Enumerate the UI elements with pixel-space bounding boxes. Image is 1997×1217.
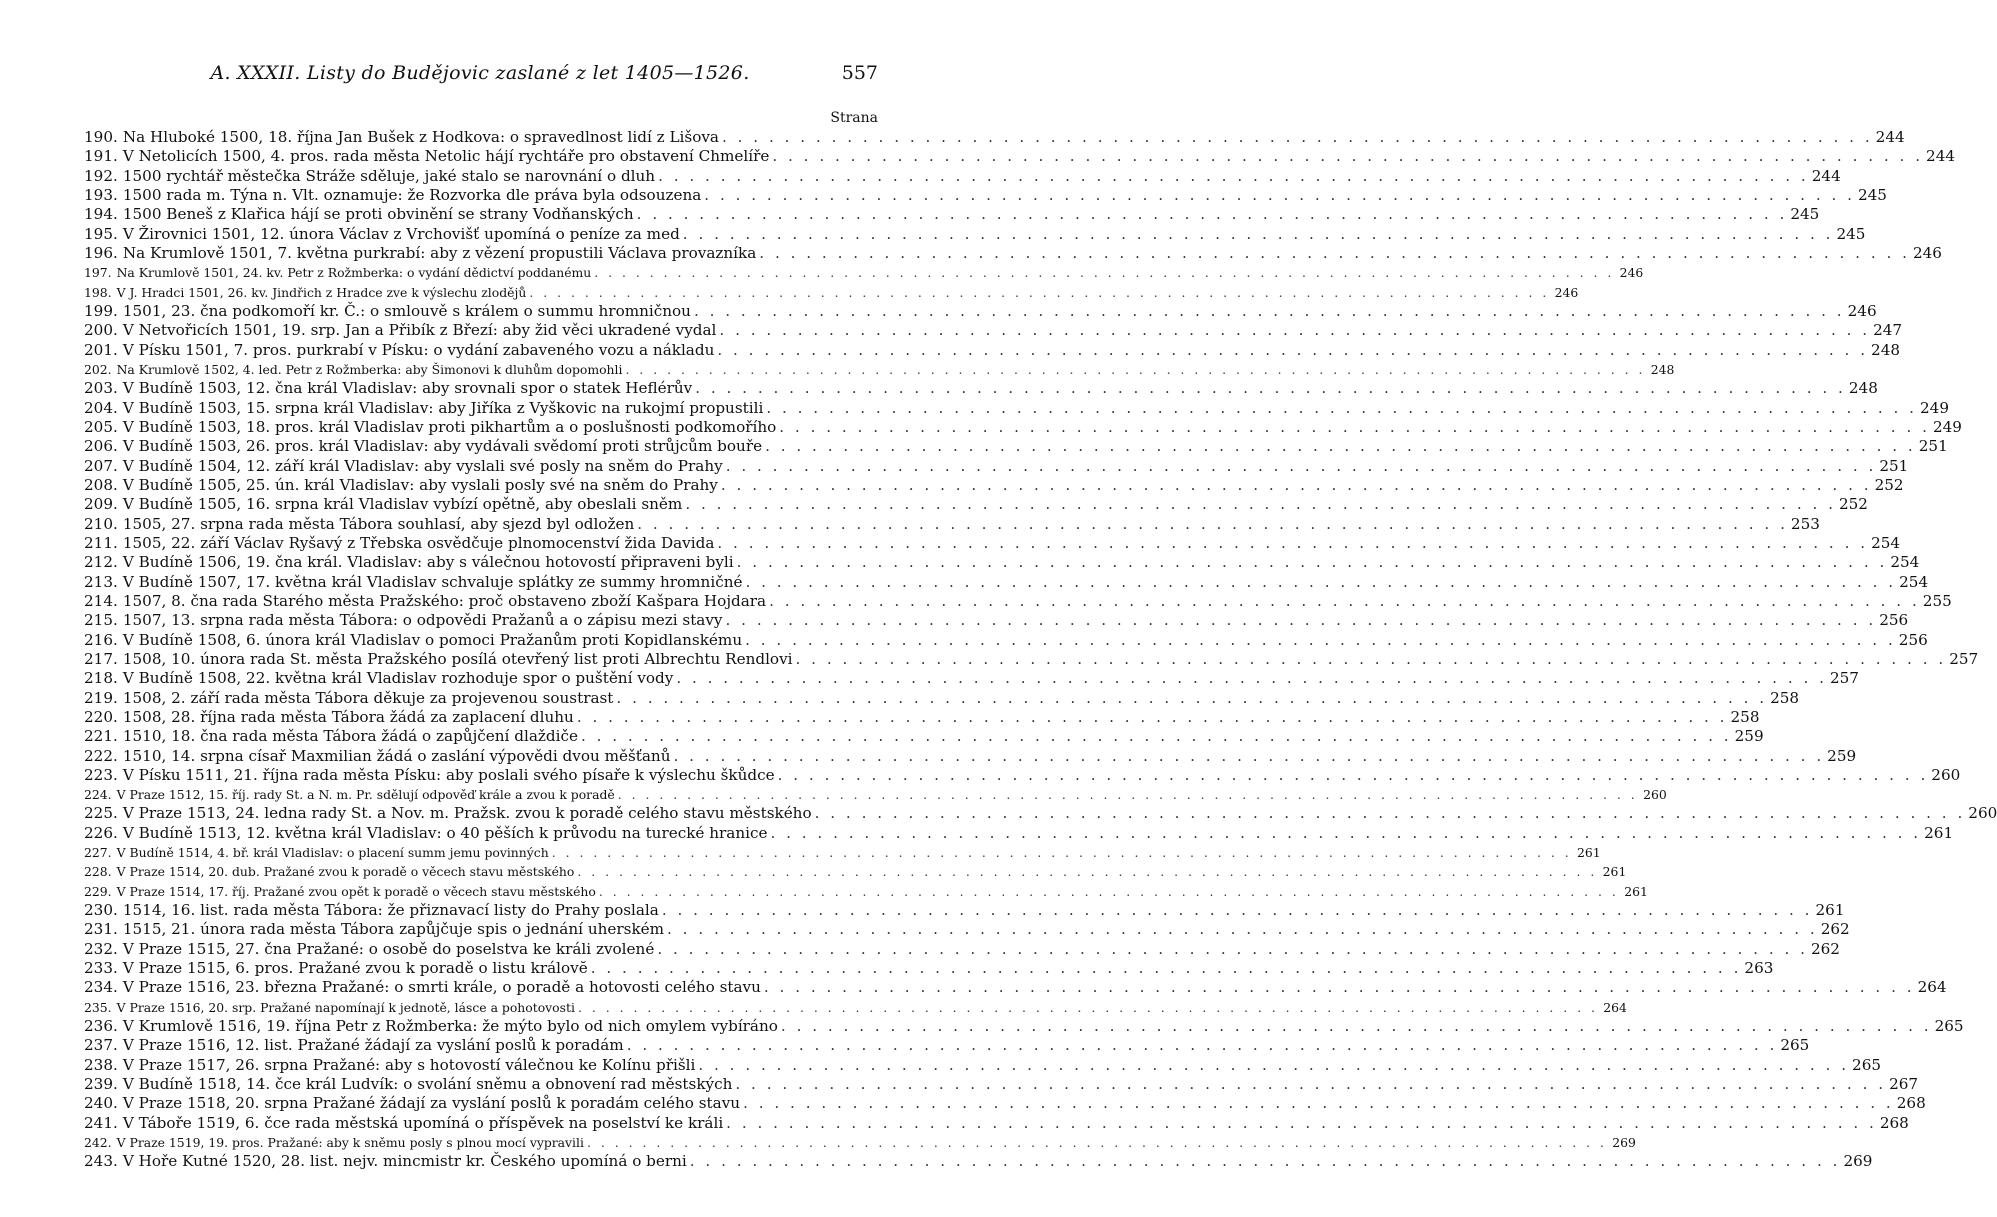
entry-text: V Praze 1512, 15. říj. rady St. a N. m. Pr. sdělují odpověď krále a zvou k poradě [116, 787, 615, 803]
entry-text: 1507, 8. čna rada Starého města Pražského: proč obstaveno zboží Kašpara Hojdara [122, 591, 767, 610]
dot-leader [658, 167, 1809, 186]
entry-number: 208. [84, 475, 118, 494]
toc-entry [84, 224, 1866, 244]
entry-number: 218. [84, 669, 118, 688]
entry-page: 269 [1843, 1152, 1873, 1171]
entry-number: 226. [84, 823, 118, 842]
entry-number: 209. [84, 495, 118, 514]
entry-text: V Budíně 1508, 22. května král Vladislav rozhoduje spor o puštění vody [122, 669, 674, 688]
dot-leader [685, 495, 1836, 514]
entry-page: 257 [1829, 669, 1859, 688]
entry-text: V Budíně 1518, 14. čce král Ludvík: o svolání sněmu a obnovení rad městských [122, 1075, 733, 1094]
entry-page: 268 [1896, 1094, 1926, 1113]
entry-text: Na Krumlově 1501, 24. kv. Petr z Rožmberka: o vydání dědictví poddanému [116, 265, 592, 281]
dot-leader [676, 669, 1827, 688]
toc-entry [84, 475, 1904, 495]
toc-entry [84, 321, 1903, 340]
entry-text: V Praze 1517, 26. srpna Pražané: aby s hotovostí válečnou ke Kolínu přišli [122, 1055, 696, 1074]
entry-text: V Písku 1511, 21. října rada města Písku: aby poslali svého písaře k výslechu škůdce [122, 765, 775, 784]
entry-number: 240. [84, 1094, 118, 1113]
entry-page: 262 [1820, 920, 1850, 939]
entry-text: V Budíně 1503, 15. srpna král Vladislav: aby Jiříka z Vyškovic na rukojmí propustili [122, 398, 764, 417]
entry-number: 207. [84, 456, 118, 475]
table-of-contents [84, 128, 1997, 1172]
toc-entry [84, 205, 1820, 224]
toc-entry [84, 843, 1601, 862]
entry-page: 261 [1602, 864, 1627, 880]
entry-text: 1508, 28. října rada města Tábora žádá za zaplacení dluhu [122, 707, 574, 726]
entry-number: 214. [84, 591, 118, 610]
entry-text: V Táboře 1519, 6. čce rada městská upomíná o příspěvek na poselství ke králi [122, 1113, 724, 1132]
entry-number: 224. [84, 787, 112, 803]
entry-text: V Hoře Kutné 1520, 28. list. nejv. mincmistr kr. Českého upomíná o berni [122, 1152, 687, 1171]
dot-leader [673, 747, 1824, 766]
dot-leader [779, 418, 1930, 437]
toc-entry [84, 804, 1997, 823]
entry-number: 191. [84, 147, 118, 166]
dot-leader [662, 901, 1813, 920]
entry-number: 236. [84, 1017, 118, 1036]
dot-leader [796, 650, 1947, 669]
toc-entry [84, 417, 1962, 437]
entry-page: 248 [1650, 361, 1675, 377]
toc-entry [84, 533, 1901, 553]
entry-text: V Budíně 1514, 4. bř. král Vladislav: o placení summ jemu povinných [116, 845, 549, 861]
toc-entry [84, 939, 1840, 959]
entry-text: V Budíně 1504, 12. září král Vladislav: aby vyslali své posly na sněm do Prahy [122, 456, 723, 475]
entry-number: 225. [84, 804, 118, 823]
page-header [0, 62, 960, 90]
dot-leader [587, 1133, 1607, 1152]
entry-text: 1500 rychtář městečka Stráže sděluje, jaké stalo se narovnání o dluh [122, 166, 656, 185]
entry-text: V Netolicích 1500, 4. pros. rada města Netolic hájí rychtáře pro obstavení Chmelíře [122, 147, 770, 166]
entry-number: 198. [84, 284, 112, 300]
entry-text: V Budíně 1503, 12. čna král Vladislav: aby srovnali spor o statek Heflérův [122, 379, 693, 398]
toc-entry [84, 765, 1961, 785]
dot-leader [737, 553, 1888, 572]
entry-text: V Netvořicích 1501, 19. srp. Jan a Přibík z Březí: aby žid věci ukradené vydal [122, 321, 717, 340]
entry-page: 268 [1879, 1113, 1909, 1132]
entry-page: 258 [1770, 688, 1800, 707]
entry-page: 264 [1917, 978, 1947, 997]
toc-entry [84, 340, 1901, 360]
entry-number: 243. [84, 1152, 118, 1171]
entry-number: 216. [84, 630, 118, 649]
entry-text: V Budíně 1503, 18. pros. král Vladislav proti pikhartům a o poslušnosti podkomořího [122, 417, 777, 436]
dot-leader [552, 843, 1572, 862]
toc-entry [84, 398, 1949, 418]
toc-entry [84, 437, 1948, 456]
entry-text: V Budíně 1507, 17. května král Vladislav schvaluje splátky ze summy hromničné [122, 572, 743, 591]
toc-entry [84, 1055, 1882, 1075]
entry-number: 231. [84, 920, 118, 939]
entry-number: 200. [84, 321, 118, 340]
dot-leader [581, 727, 1732, 746]
entry-text: Na Krumlově 1502, 4. led. Petr z Rožmberka: aby Šimonovi k dluhům dopomohli [116, 361, 623, 377]
toc-entry [84, 669, 1859, 688]
dot-leader [726, 611, 1877, 630]
entry-number: 232. [84, 939, 118, 958]
entry-text: V Praze 1513, 24. ledna rady St. a Nov. m. Pražsk. zvou k poradě celého stavu městského [122, 804, 812, 823]
dot-leader [694, 302, 1845, 321]
entry-page: 247 [1873, 321, 1903, 340]
entry-page: 260 [1968, 804, 1997, 823]
dot-leader [765, 437, 1916, 456]
toc-entry [84, 456, 1909, 476]
toc-entry [84, 959, 1774, 978]
toc-entry [84, 649, 1979, 669]
toc-entry [84, 514, 1820, 534]
toc-entry [84, 553, 1920, 572]
entry-page: 244 [1811, 166, 1841, 185]
entry-number: 239. [84, 1075, 118, 1094]
entry-page: 259 [1827, 746, 1857, 765]
entry-page: 263 [1744, 959, 1774, 978]
entry-number: 190. [84, 128, 118, 146]
page-number: 557 [841, 62, 878, 84]
entry-text: V Budíně 1503, 26. pros. král Vladislav: aby vydávali svědomí proti strůjcům bouře [122, 437, 763, 456]
entry-page: 246 [1619, 265, 1644, 281]
toc-entry [84, 727, 1764, 746]
toc-entry [84, 862, 1627, 881]
entry-page: 244 [1926, 147, 1956, 166]
entry-page: 261 [1624, 883, 1648, 899]
entry-page: 269 [1612, 1135, 1636, 1151]
entry-number: 197. [84, 265, 112, 281]
toc-entry [84, 823, 1954, 843]
entry-page: 245 [1790, 205, 1820, 224]
entry-page: 246 [1847, 301, 1877, 320]
entry-page: 249 [1932, 417, 1962, 436]
entry-page: 254 [1871, 533, 1901, 552]
entry-text: V Praze 1519, 19. pros. Pražané: aby k sněmu posly s plnou mocí vypravili [116, 1135, 584, 1151]
entry-page: 246 [1554, 284, 1579, 300]
entry-number: 233. [84, 959, 118, 978]
entry-text: V Praze 1516, 23. března Pražané: o smrti krále, o poradě a hotovosti celého stavu [122, 978, 761, 997]
entry-text: V Budíně 1508, 6. února král Vladislav o pomoci Pražanům proti Kopidlanskému [122, 630, 743, 649]
toc-entry [84, 746, 1857, 766]
dot-leader [667, 920, 1818, 939]
entry-number: 242. [84, 1135, 112, 1151]
entry-page: 260 [1931, 765, 1961, 784]
dot-leader [577, 708, 1728, 727]
entry-text: V Budíně 1505, 25. ún. král Vladislav: aby vyslali posly své na sněm do Prahy [122, 475, 718, 494]
entry-text: 1505, 27. srpna rada města Tábora souhlasí, aby sjezd byl odložen [122, 514, 635, 533]
entry-page: 256 [1879, 611, 1909, 630]
dot-leader [726, 1114, 1877, 1133]
entry-text: V Praze 1516, 12. list. Pražané žádají za vyslání poslů k poradám [122, 1036, 624, 1055]
entry-page: 248 [1848, 379, 1878, 398]
toc-entry [84, 1152, 1873, 1171]
entry-number: 219. [84, 688, 118, 707]
toc-entry [84, 166, 1841, 186]
dot-leader [770, 824, 1921, 843]
entry-number: 228. [84, 864, 112, 880]
entry-page: 246 [1912, 243, 1942, 262]
entry-number: 205. [84, 417, 118, 436]
dot-leader [717, 534, 1868, 553]
dot-leader [772, 147, 1923, 166]
entry-number: 195. [84, 224, 118, 243]
toc-entry [84, 882, 1648, 901]
entry-number: 194. [84, 205, 118, 224]
dot-leader [745, 573, 1896, 592]
dot-leader [657, 940, 1808, 959]
toc-entry [84, 630, 1928, 650]
dot-leader [618, 785, 1638, 804]
entry-text: V Praze 1514, 17. říj. Pražané zvou opět k poradě o věcech stavu městského [116, 883, 596, 899]
entry-number: 227. [84, 845, 112, 861]
entry-page: 251 [1918, 437, 1948, 456]
entry-page: 265 [1852, 1055, 1882, 1074]
entry-text: V Písku 1501, 7. pros. purkrabí v Písku: o vydání zabaveného vozu a nákladu [122, 340, 715, 359]
entry-text: V Praze 1518, 20. srpna Pražané žádají za vyslání poslů k poradám celého stavu [122, 1094, 741, 1113]
dot-leader [766, 399, 1917, 418]
entry-page: 265 [1780, 1036, 1810, 1055]
entry-text: V Žirovnici 1501, 12. února Václav z Vrchovišť upomíná o peníze za med [122, 224, 680, 243]
dot-leader [625, 360, 1645, 379]
entry-number: 234. [84, 978, 118, 997]
toc-entry [84, 495, 1868, 514]
entry-page: 245 [1836, 224, 1866, 243]
entry-text: 1500 Beneš z Klařica hájí se proti obvinění se strany Vodňanských [122, 205, 634, 224]
dot-leader [637, 205, 1788, 224]
entry-number: 193. [84, 185, 118, 204]
entry-text: V Praze 1515, 27. čna Pražané: o osobě do poselstva ke králi zvolené [122, 939, 655, 958]
entry-text: 1507, 13. srpna rada města Tábora: o odpovědi Pražanů a o zápisu mezi stavy [122, 611, 723, 630]
entry-page: 252 [1874, 475, 1904, 494]
entry-text: V Budíně 1513, 12. května král Vladislav: o 40 pěších k průvodu na turecké hranice [122, 823, 768, 842]
dot-leader [719, 321, 1870, 340]
toc-entry [84, 283, 1579, 302]
entry-number: 220. [84, 707, 118, 726]
entry-number: 230. [84, 901, 118, 920]
dot-leader [781, 1017, 1932, 1036]
page-column-label: Strana [830, 110, 878, 126]
entry-text: 1508, 10. února rada St. města Pražského posílá otevřený list proti Albrechtu Rendlovi [122, 649, 793, 668]
dot-leader [594, 263, 1614, 282]
entry-number: 229. [84, 883, 112, 899]
entry-page: 249 [1920, 398, 1949, 417]
toc-entry [84, 978, 1947, 997]
entry-number: 223. [84, 765, 118, 784]
toc-entry [84, 301, 1877, 321]
dot-leader [627, 1036, 1778, 1055]
entry-page: 245 [1857, 185, 1887, 204]
dot-leader [745, 631, 1896, 650]
entry-number: 222. [84, 746, 118, 765]
entry-text: Na Krumlově 1501, 7. května purkrabí: aby z vězení propustili Václava provazníka [122, 243, 757, 262]
entry-number: 212. [84, 553, 118, 572]
toc-entry [84, 1094, 1926, 1113]
entry-page: 258 [1730, 707, 1760, 726]
toc-entry [84, 185, 1887, 205]
entry-page: 254 [1890, 553, 1920, 572]
toc-entry [84, 1075, 1919, 1094]
dot-leader [637, 515, 1788, 534]
entry-number: 204. [84, 398, 118, 417]
entry-number: 199. [84, 301, 118, 320]
toc-entry [84, 572, 1929, 592]
dot-leader [726, 457, 1877, 476]
toc-entry [84, 1113, 1909, 1133]
toc-entry [84, 263, 1644, 282]
entry-text: 1508, 2. září rada města Tábora děkuje za projevenou soustrast [122, 688, 614, 707]
entry-page: 257 [1949, 649, 1979, 668]
entry-text: 1505, 22. září Václav Ryšavý z Třebska osvědčuje plnomocenství žida Davida [122, 533, 715, 552]
entry-page: 255 [1922, 591, 1952, 610]
dot-leader [529, 283, 1549, 302]
dot-leader [591, 959, 1742, 978]
entry-page: 259 [1734, 727, 1764, 746]
dot-leader [577, 862, 1597, 881]
entry-text: V Praze 1515, 6. pros. Pražané zvou k poradě o listu královĕ [122, 959, 588, 978]
toc-entry [84, 1017, 1964, 1036]
toc-entry [84, 591, 1952, 611]
toc-entry [84, 1036, 1810, 1055]
entry-number: 213. [84, 572, 118, 591]
entry-page: 244 [1875, 128, 1905, 146]
entry-number: 235. [84, 999, 112, 1015]
entry-text: 1500 rada m. Týna n. Vlt. oznamuje: že Rozvorka dle práva byla odsouzena [122, 185, 702, 204]
entry-text: V Praze 1516, 20. srp. Pražané napomínají k jednotě, lásce a pohotovosti [116, 999, 575, 1015]
toc-entry [84, 128, 1905, 147]
toc-entry [84, 611, 1909, 630]
dot-leader [616, 689, 1767, 708]
entry-number: 217. [84, 649, 118, 668]
entry-text: 1514, 16. list. rada města Tábora: že přiznavací listy do Prahy poslala [122, 901, 659, 920]
entry-page: 260 [1643, 787, 1667, 803]
toc-entry [84, 998, 1627, 1017]
entry-text: 1510, 14. srpna císař Maxmilian žádá o zaslání výpovědi dvou měšťanů [122, 746, 671, 765]
dot-leader [599, 882, 1619, 901]
entry-number: 196. [84, 243, 118, 262]
dot-leader [735, 1075, 1886, 1094]
entry-number: 241. [84, 1113, 118, 1132]
entry-page: 265 [1934, 1017, 1964, 1036]
dot-leader [695, 379, 1846, 398]
dot-leader [743, 1094, 1894, 1113]
entry-page: 267 [1889, 1075, 1919, 1094]
dot-leader [815, 804, 1966, 823]
dot-leader [778, 766, 1929, 785]
toc-entry [84, 920, 1850, 939]
entry-number: 221. [84, 727, 118, 746]
dot-leader [717, 341, 1868, 360]
dot-leader [759, 244, 1910, 263]
dot-leader [683, 225, 1834, 244]
dot-leader [704, 186, 1855, 205]
toc-entry [84, 243, 1942, 263]
entry-number: 211. [84, 533, 118, 552]
entry-page: 261 [1924, 823, 1954, 842]
entry-number: 203. [84, 379, 118, 398]
entry-text: Na Hluboké 1500, 18. října Jan Bušek z Hodkova: o spravedlnost lidí z Lišova [122, 128, 719, 146]
toc-entry [84, 360, 1675, 379]
dot-leader [578, 998, 1598, 1017]
entry-page: 254 [1899, 572, 1929, 591]
toc-entry [84, 147, 1956, 166]
toc-entry [84, 1133, 1636, 1152]
dot-leader [722, 128, 1873, 147]
running-title: A. XXXII. Listy do Budějovic zaslané z let 1405—1526. [210, 62, 750, 84]
dot-leader [769, 592, 1920, 611]
toc-entry [84, 688, 1800, 708]
entry-text: V Praze 1514, 20. dub. Pražané zvou k poradě o věcech stavu městského [116, 864, 575, 880]
entry-text: 1515, 21. února rada města Tábora zapůjčuje spis o jednání uherském [122, 920, 665, 939]
entry-number: 210. [84, 514, 118, 533]
dot-leader [698, 1056, 1849, 1075]
entry-text: V Budíně 1505, 16. srpna král Vladislav vybízí opětně, aby obeslali sněm [122, 495, 683, 514]
entry-number: 202. [84, 361, 112, 377]
entry-text: V Budíně 1506, 19. čna král. Vladislav: aby s válečnou hotovostí připraveni byli [122, 553, 734, 572]
dot-leader [764, 978, 1915, 997]
entry-page: 253 [1790, 514, 1820, 533]
entry-text: 1510, 18. čna rada města Tábora žádá o zapůjčení dlaždiče [122, 727, 578, 746]
entry-page: 264 [1603, 999, 1627, 1015]
dot-leader [690, 1152, 1841, 1171]
entry-number: 215. [84, 611, 118, 630]
entry-number: 237. [84, 1036, 118, 1055]
entry-page: 248 [1871, 340, 1901, 359]
entry-number: 192. [84, 166, 118, 185]
toc-entry [84, 785, 1667, 804]
entry-text: V Krumlově 1516, 19. října Petr z Rožmberka: že mýto bylo od nich omylem vybíráno [122, 1017, 778, 1036]
entry-page: 261 [1577, 845, 1601, 861]
entry-number: 238. [84, 1055, 118, 1074]
entry-page: 262 [1810, 939, 1840, 958]
entry-number: 206. [84, 437, 118, 456]
dot-leader [721, 476, 1872, 495]
entry-page: 251 [1879, 456, 1909, 475]
toc-entry [84, 379, 1878, 398]
entry-page: 261 [1815, 901, 1845, 920]
entry-page: 252 [1838, 495, 1868, 514]
toc-entry [84, 901, 1845, 920]
entry-text: V J. Hradci 1501, 26. kv. Jindřich z Hradce zve k výslechu zlodějů [116, 284, 527, 300]
toc-entry [84, 707, 1760, 727]
entry-number: 201. [84, 340, 118, 359]
entry-text: 1501, 23. čna podkomoří kr. Č.: o smlouvě s králem o summu hromničnou [122, 301, 691, 320]
entry-page: 256 [1898, 630, 1928, 649]
